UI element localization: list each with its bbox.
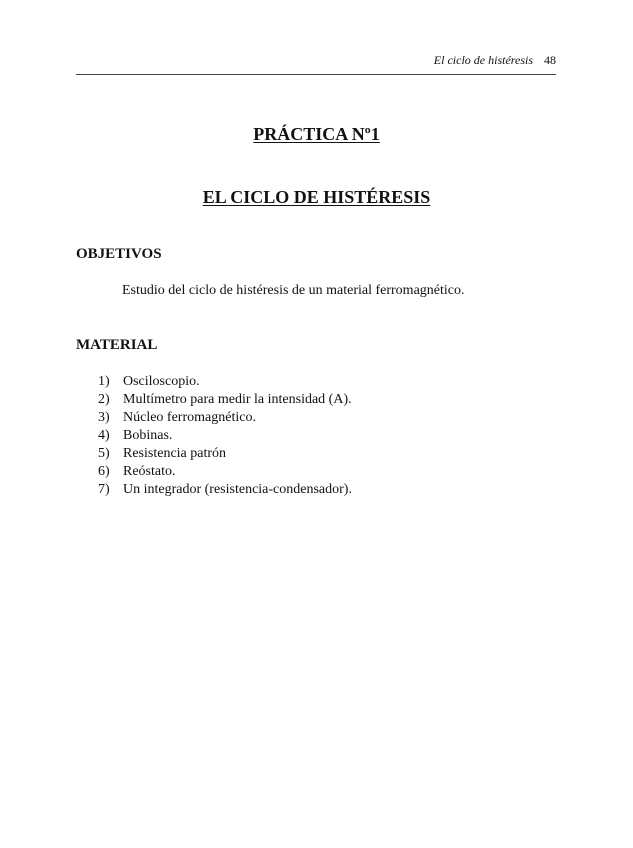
objectives-text: Estudio del ciclo de histéresis de un material ferromagnético.	[122, 283, 465, 298]
list-item-text: Resistencia patrón	[123, 446, 227, 461]
list-item-number: 7)	[98, 482, 110, 497]
list-item-text: Un integrador (resistencia-condensador).	[123, 482, 352, 497]
list-item	[98, 427, 352, 445]
list-item	[98, 373, 352, 391]
practice-subtitle: EL CICLO DE HISTÉRESIS	[202, 187, 431, 207]
material-heading: MATERIAL	[76, 337, 158, 353]
list-item-number: 1)	[98, 374, 110, 389]
list-item-text: Reóstato.	[123, 464, 176, 479]
header-title: El ciclo de histéresis	[433, 53, 533, 67]
list-item	[98, 445, 352, 463]
list-item-number: 4)	[98, 428, 110, 443]
practice-title: PRÁCTICA Nº1	[253, 124, 380, 144]
list-item-number: 2)	[98, 392, 110, 407]
material-list	[98, 373, 352, 499]
objectives-heading: OBJETIVOS	[76, 246, 162, 262]
list-item-text: Osciloscopio.	[123, 374, 200, 389]
list-item	[98, 409, 352, 427]
list-item-text: Núcleo ferromagnético.	[123, 410, 256, 425]
page-number: 48	[544, 53, 556, 67]
running-header	[76, 52, 556, 75]
list-item-text: Bobinas.	[123, 428, 173, 443]
list-item	[98, 481, 352, 499]
list-item	[98, 391, 352, 409]
list-item-text: Multímetro para medir la intensidad (A).	[123, 392, 352, 407]
list-item-number: 3)	[98, 410, 110, 425]
list-item	[98, 463, 352, 481]
list-item-number: 6)	[98, 464, 110, 479]
list-item-number: 5)	[98, 446, 110, 461]
